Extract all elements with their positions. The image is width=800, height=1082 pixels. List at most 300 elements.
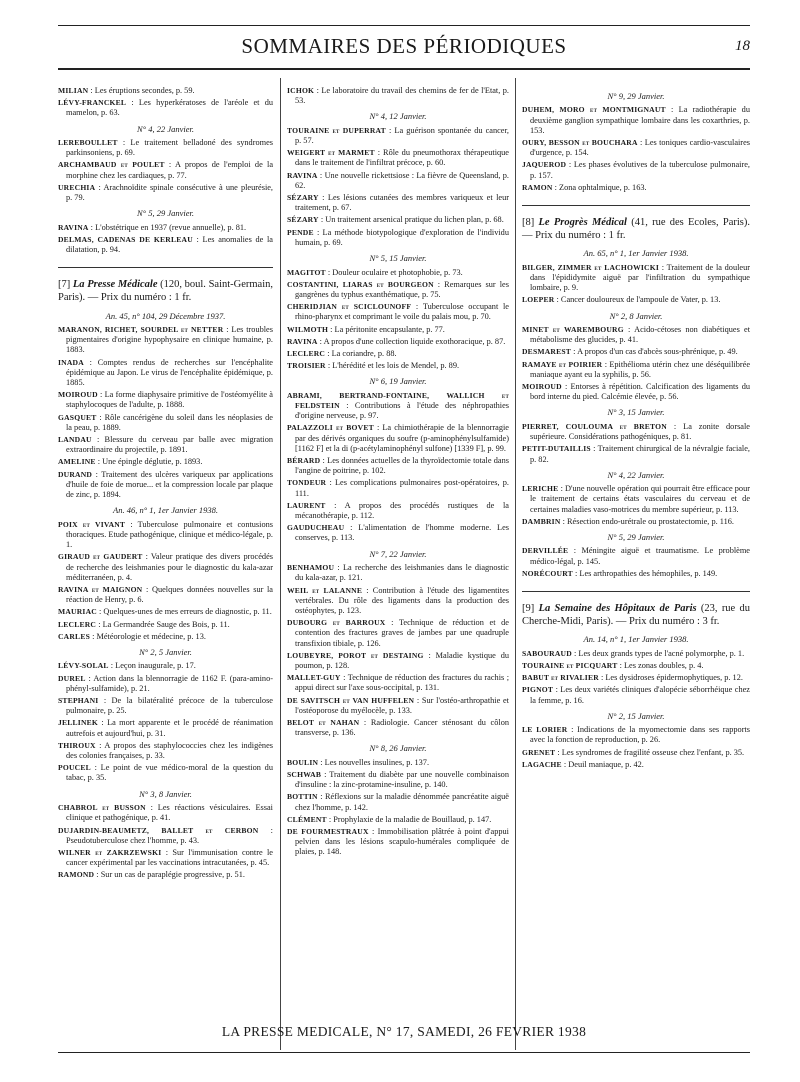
article-authors: OURY, BESSON et BOUCHARA <box>522 138 638 148</box>
separator: : <box>326 478 335 488</box>
article-entry <box>58 390 273 410</box>
separator: : <box>344 523 359 533</box>
article-authors: THIROUX <box>58 740 96 750</box>
article-entry <box>287 456 509 476</box>
article-entry <box>58 86 273 96</box>
article-authors: BENHAMOU <box>287 563 335 573</box>
article-entry <box>287 280 509 300</box>
article-title: De la bilatéralité précoce de la tuberculose pulmonaire, p. 25. <box>66 696 273 716</box>
article-entry <box>58 223 273 233</box>
separator: : <box>91 435 105 445</box>
article-entry <box>58 826 273 846</box>
article-entry <box>522 725 750 745</box>
separator: : <box>321 770 330 780</box>
article-authors: TOURAINE et DUPERRAT <box>287 125 386 135</box>
article-entry <box>287 815 509 825</box>
article-authors: LAURENT <box>287 500 326 510</box>
article-authors: NORÉCOURT <box>522 568 573 578</box>
article-title: Maladie kystique du poumon, p. 128. <box>295 650 509 670</box>
page-header <box>58 32 750 64</box>
journal-name: La Presse Médicale <box>72 279 158 291</box>
separator: : <box>98 696 112 706</box>
article-title: La recherche des leishmanies dans le diagnostic du kala-azar, p. 121. <box>295 563 509 583</box>
article-authors: SABOURAUD <box>522 648 572 658</box>
separator: : <box>325 361 333 371</box>
separator: : <box>617 660 624 670</box>
separator: : <box>90 631 97 641</box>
article-entry <box>287 349 509 359</box>
journal-name: La Semaine des Hôpitaux de Paris <box>538 603 697 615</box>
article-authors: MOIROUD <box>58 390 98 400</box>
separator: : <box>325 267 333 277</box>
article-title: Réflexions sur la maladie dénommée pancréatite aiguë chez l'homme, p. 142. <box>295 792 509 812</box>
article-authors: CHABROL et BUSSON <box>58 803 146 813</box>
article-entry <box>522 160 750 180</box>
separator: : <box>325 500 345 510</box>
article-entry <box>522 760 750 770</box>
article-entry <box>58 763 273 783</box>
separator: : <box>552 182 559 192</box>
separator: : <box>320 456 328 466</box>
article-authors: GRENET <box>522 747 556 757</box>
journal-address: (41, rue des Ecoles, Paris). — Prix du numéro : 1 fr. <box>522 217 751 242</box>
article-entry <box>287 792 509 812</box>
article-title: L'obstétrique en 1937 (revue annuelle), p. 81. <box>95 222 247 232</box>
article-authors: MAURIAC <box>58 607 97 617</box>
issue-heading: N° 2, 5 Janvier. <box>139 646 192 657</box>
separator: : <box>142 584 152 594</box>
article-title: Résection endo-urétrale ou prostatectomie, p. 116. <box>567 516 734 526</box>
article-entry <box>522 422 750 442</box>
article-entry <box>58 470 273 501</box>
separator: : <box>88 222 96 232</box>
issue-heading: N° 7, 22 Janvier. <box>369 548 427 559</box>
article-authors: DUJARDIN-BEAUMETZ, BALLET et CERBON <box>58 825 259 835</box>
article-title: Prophylaxie de la maladie de Bouillaud, p. 147. <box>333 814 492 824</box>
article-entry <box>58 870 273 880</box>
article-entry <box>287 501 509 521</box>
article-entry <box>522 382 750 402</box>
issue-heading: An. 46, n° 1, 1er Janvier 1938. <box>113 505 218 516</box>
journal-number: [7] <box>58 279 71 291</box>
article-title: Arachnoïdite spinale consécutive à une pleurésie, p. 79. <box>66 182 274 203</box>
article-entry <box>287 86 509 106</box>
separator: : <box>637 138 645 148</box>
separator: : <box>373 423 383 433</box>
issue-heading: N° 5, 29 Janvier. <box>137 208 194 219</box>
article-authors: BILGER, ZIMMER et LACHOWICKI <box>522 262 659 272</box>
separator: : <box>192 234 203 244</box>
journal-name: Le Progrès Médical <box>538 217 627 229</box>
article-entry <box>522 748 750 758</box>
article-title: Valeur pratique des divers procédés de recherche des leishmanies pour le diagnostic du kala-azar méditerranéen, p. 4. <box>66 552 273 582</box>
article-authors: SÉZARY <box>287 215 319 225</box>
article-authors: DURAND <box>58 469 93 479</box>
article-title: Pseudotuberculose chez l'homme, p. 43. <box>66 835 200 845</box>
article-entry <box>58 803 273 823</box>
article-entry <box>58 661 273 671</box>
article-title: Zona ophtalmique, p. 163. <box>559 182 647 192</box>
article-title: Contribution à l'étude des ligamentites vertébrales. Du rôle des ligaments dans la production des ostéophytes, p. 123. <box>295 585 509 615</box>
article-entry <box>58 435 273 455</box>
journal-number: [9] <box>522 603 535 615</box>
separator: : <box>164 160 176 170</box>
article-title: La Germandrée Sauge des Bois, p. 11. <box>102 619 230 629</box>
article-authors: TOURAINE et PICQUART <box>522 660 618 670</box>
article-entry <box>287 325 509 335</box>
article-title: Quelques données nouvelles sur la réaction de Henry, p. 6. <box>66 584 273 605</box>
article-title: Une nouvelle rickettsiose : La fièvre de Queensland, p. 62. <box>295 170 509 190</box>
separator: : <box>94 870 101 880</box>
article-title: Les toniques cardio-vasculaires d'urgence, p. 154. <box>530 138 750 158</box>
article-authors: PIERRET, COULOUMA et BRETON <box>522 421 667 431</box>
article-authors: MARANON, RICHET, SOURDEL et NETTER <box>58 325 224 335</box>
article-title: Les données actuelles de la thyroïdectomie totale dans l'angine de poitrine, p. 102. <box>295 456 509 476</box>
article-authors: RAMOND <box>58 870 95 880</box>
article-entry <box>58 520 273 551</box>
article-authors: GAUDUCHEAU <box>287 523 345 533</box>
issue-heading: N° 3, 8 Janvier. <box>139 788 192 799</box>
article-entry <box>58 183 273 203</box>
article-entry <box>58 674 273 694</box>
separator: : <box>258 825 273 835</box>
article-title: Le point de vue médico-moral de la question du tabac, p. 35. <box>66 763 273 783</box>
separator: : <box>108 661 116 671</box>
article-title: A propos des procédés rustiques de la mécanothérapie, p. 112. <box>295 500 509 521</box>
article-entry <box>287 770 509 790</box>
article-title: Quelques-unes de mes erreurs de diagnostic, p. 11. <box>103 607 272 617</box>
article-authors: CLÉMENT <box>287 814 327 824</box>
journal-address: (23, rue du Cherche-Midi, Paris). — Prix du numéro : 3 fr. <box>522 603 751 628</box>
article-title: Une épingle déglutie, p. 1893. <box>102 457 203 467</box>
article-entry <box>287 268 509 278</box>
article-title: L'hérédité et les lois de Mendel, p. 89. <box>332 361 460 371</box>
article-authors: MAGITOT <box>287 267 326 277</box>
article-title: La zonite dorsale supérieure. Considérations pathogéniques, p. 81. <box>530 421 750 442</box>
article-authors: LÉVY-SOLAL <box>58 661 109 671</box>
article-entry <box>522 685 750 705</box>
article-entry <box>58 325 273 356</box>
article-title: La guérison spontanée du cancer, p. 57. <box>295 125 509 146</box>
article-title: La coriandre, p. 88. <box>331 348 397 358</box>
article-entry <box>522 444 750 464</box>
article-title: Sur un cas de paraplégie progressive, p. 51. <box>100 870 245 880</box>
footer-rule <box>58 1052 750 1053</box>
article-authors: DUREL <box>58 673 86 683</box>
article-entry <box>522 138 750 158</box>
article-title: Météorologie et médecine, p. 13. <box>96 631 206 641</box>
issue-heading: N° 2, 15 Janvier. <box>607 710 665 721</box>
article-title: Les anomalies de la dilatation, p. 94. <box>66 234 273 255</box>
article-title: Les dysidroses épidermophytiques, p. 12. <box>605 673 743 683</box>
journal-heading <box>522 602 750 628</box>
article-authors: BOTTIN <box>287 792 318 802</box>
article-entry <box>58 632 273 642</box>
article-title: A propos de l'emploi de la morphine chez les cardiaques, p. 77. <box>66 160 274 180</box>
issue-heading: N° 6, 19 Janvier. <box>369 376 427 387</box>
article-entry <box>287 618 509 649</box>
article-authors: WILNER et ZAKRZEWSKI <box>58 847 162 857</box>
article-authors: RAVINA <box>58 222 89 232</box>
separator: : <box>98 718 108 728</box>
article-authors: LERICHE <box>522 484 559 494</box>
separator: : <box>555 747 562 757</box>
article-title: Les deux variétés cliniques d'alopécie séborrhéique chez la femme, p. 16. <box>530 685 750 705</box>
article-entry <box>58 607 273 617</box>
article-title: Le traitement belladoné des syndromes parkinsoniens, p. 69. <box>66 138 273 158</box>
article-entry <box>287 758 509 768</box>
article-entry <box>58 413 273 433</box>
article-authors: WEIGERT et MARMET <box>287 148 375 158</box>
article-authors: LÉVY-FRANCKEL <box>58 98 127 108</box>
article-title: Entorses à répétition. Calcification des ligaments du bord interne du pied. Calcémie élevée, p. 56. <box>530 382 750 402</box>
article-authors: LE LORIER <box>522 725 568 735</box>
article-entry <box>522 484 750 515</box>
article-entry <box>522 546 750 566</box>
issue-heading: N° 9, 29 Janvier. <box>607 91 665 101</box>
separator: : <box>96 607 104 617</box>
separator: : <box>317 792 326 802</box>
separator: : <box>96 619 103 629</box>
separator: : <box>666 421 684 431</box>
article-authors: ICHOK <box>287 86 315 95</box>
article-entry <box>522 360 750 380</box>
article-authors: WILMOTH <box>287 324 329 334</box>
journal-number: [8] <box>522 217 535 229</box>
separator: : <box>374 148 384 158</box>
article-entry <box>522 661 750 671</box>
article-entry <box>58 620 273 630</box>
separator: : <box>317 170 325 180</box>
article-authors: COSTANTINI, LIARAS et BOURGEON <box>287 279 434 289</box>
column-3 <box>522 86 750 772</box>
article-title: Les nouvelles insulines, p. 137. <box>324 757 430 767</box>
column-1 <box>58 86 273 883</box>
article-title: Traitement des ulcères variqueux par applications d'huile de foie de morue... et la compression locale par plaque de zinc, p. 1894. <box>66 469 273 500</box>
article-entry <box>287 478 509 498</box>
article-title: Les syndromes de fragilité osseuse chez l'enfant, p. 35. <box>561 747 745 757</box>
section-separator <box>522 205 750 206</box>
article-entry <box>58 98 273 118</box>
issue-heading: N° 4, 12 Janvier. <box>369 111 427 122</box>
article-title: Les deux grands types de l'acné polymorphe, p. 1. <box>578 648 745 658</box>
article-entry <box>287 391 509 422</box>
article-title: Les arthropathies des hémophiles, p. 149. <box>579 568 718 578</box>
article-authors: LAGACHE <box>522 759 562 769</box>
separator: : <box>571 648 579 658</box>
separator: : <box>318 193 328 203</box>
separator: : <box>554 295 561 305</box>
article-authors: INADA <box>58 357 84 367</box>
article-entry <box>522 649 750 659</box>
article-title: Méningite aiguë et traumatisme. Le problème médico-légal, p. 145. <box>530 546 750 566</box>
article-title: La chimiothérapie de la blennorragie par des dérivés organiques du soufre (p-aminophénylsulfamide) [1162 F] et la di (p-acétylaminophényl sulfone) [1339 F], p. 99. <box>295 423 509 453</box>
article-entry <box>58 848 273 868</box>
article-entry <box>58 552 273 583</box>
article-authors: GIRAUD et GAUDERT <box>58 552 143 562</box>
separator: : <box>325 348 332 358</box>
article-authors: MALLET-GUY <box>287 673 341 683</box>
article-entry <box>287 673 509 693</box>
article-entry <box>58 235 273 255</box>
article-entry <box>287 228 509 248</box>
article-entry <box>58 358 273 389</box>
article-entry <box>287 423 509 454</box>
separator: : <box>142 552 151 562</box>
article-authors: LECLERC <box>287 348 326 358</box>
article-title: Cancer douloureux de l'ampoule de Vater, p. 13. <box>560 295 721 305</box>
column-2 <box>287 86 509 860</box>
article-authors: DERVILLÉE <box>522 546 569 556</box>
article-title: Blessure du cerveau par balle avec migration extraordinaire du projectile, p. 1891. <box>66 435 273 455</box>
article-title: Les zonas doubles, p. 4. <box>623 660 704 670</box>
article-authors: LECLERC <box>58 619 97 629</box>
issue-heading: An. 14, n° 1, 1er Janvier 1938. <box>583 634 689 645</box>
separator: : <box>88 86 95 95</box>
article-authors: ABRAMI, BERTRAND-FONTAINE, WALLICH et FELDSTEIN <box>287 390 509 411</box>
article-title: Les hyperkératoses de l'aréole et du mamelon, p. 63. <box>66 98 273 118</box>
section-separator <box>522 591 750 592</box>
article-authors: DUBOURG et BARROUX <box>287 618 386 628</box>
separator: : <box>85 673 94 683</box>
separator: : <box>340 673 348 683</box>
separator: : <box>665 105 679 115</box>
article-entry <box>522 517 750 527</box>
issue-heading: N° 3, 15 Janvier. <box>607 407 665 418</box>
article-title: D'une nouvelle opération qui pourrait être efficace pour le traitement de certains états vasculaires du cerveau et de certaines maladies vaso-motrices du membre supérieur, p. 113. <box>530 484 750 514</box>
separator: : <box>318 757 325 767</box>
article-title: Sur l'immunisation contre le cancer expérimental par les vaccinations intracutanées, p. 45. <box>66 847 273 868</box>
article-title: Traitement du diabète par une nouvelle combinaison d'insuline : la zinc-protamine-insuline, p. 140. <box>295 770 509 790</box>
article-authors: RAMAYE et POIRIER <box>522 359 603 369</box>
article-title: Tuberculose occupant le rhino-pharynx et comprimant le voile du palais mou, p. 70. <box>295 302 509 322</box>
article-entry <box>287 827 509 858</box>
article-title: Les éruptions secondes, p. 59. <box>94 86 195 95</box>
article-authors: DE SAVITSCH et VAN HUFFELEN <box>287 695 415 705</box>
article-authors: LEREBOULLET <box>58 138 118 148</box>
separator: : <box>223 325 232 335</box>
article-entry <box>522 347 750 357</box>
journal-heading <box>522 216 750 242</box>
separator: : <box>561 382 571 392</box>
article-title: Leçon inaugurale, p. 17. <box>115 661 196 671</box>
article-title: La forme diaphysaire primitive de l'ostéomyélite à staphylocoques de l'adulte, p. 1888. <box>66 390 273 410</box>
article-title: Remarques sur les gangrènes du typhus exanthématique, p. 75. <box>295 279 509 299</box>
separator: : <box>590 444 598 454</box>
article-entry <box>58 138 273 158</box>
separator: : <box>126 98 139 108</box>
separator: : <box>145 803 158 813</box>
article-authors: AMELINE <box>58 457 96 467</box>
separator: : <box>411 302 423 312</box>
article-title: Les lésions cutanées des membres variqueux et leur traitement, p. 67. <box>295 193 509 213</box>
separator: : <box>362 585 373 595</box>
issue-heading: N° 5, 29 Janvier. <box>607 532 665 542</box>
issue-heading: An. 45, n° 104, 29 Décembre 1937. <box>105 310 226 321</box>
article-authors: TROISIER <box>287 361 326 371</box>
separator: : <box>561 759 569 769</box>
separator: : <box>96 412 105 422</box>
article-title: Comptes rendus de recherches sur l'encéphalite épidémique au Japon. Le virus de l'encéphalite épidémique, p. 1885. <box>66 357 273 388</box>
separator: : <box>568 546 582 556</box>
separator: : <box>95 457 103 467</box>
article-authors: DUHEM, MORO et MONTMIGNAUT <box>522 105 666 115</box>
article-authors: BABUT et RIVALIER <box>522 673 599 683</box>
section-separator <box>58 267 273 268</box>
article-authors: DE FOURMESTRAUX <box>287 827 369 837</box>
article-entry <box>287 651 509 671</box>
article-title: Tuberculose pulmonaire et contusions thoraciques. Etude pathogénique, clinique et médico-légale, p. 1. <box>66 519 273 550</box>
separator: : <box>95 182 104 192</box>
article-authors: LOEPER <box>522 295 555 305</box>
article-entry <box>58 585 273 605</box>
article-title: Les complications pulmonaires post-opératoires, p. 111. <box>295 478 509 498</box>
article-entry <box>58 160 273 180</box>
article-authors: STEPHANI <box>58 696 99 706</box>
article-entry <box>287 148 509 168</box>
article-entry <box>58 457 273 467</box>
article-entry <box>287 193 509 213</box>
separator: : <box>317 336 324 346</box>
separator: : <box>334 563 343 573</box>
article-entry <box>287 696 509 716</box>
article-entry <box>522 105 750 136</box>
article-title: Rôle du pneumothorax thérapeutique dans le traitement de l'infiltrat précoce, p. 60. <box>295 148 509 168</box>
issue-heading: An. 65, n° 1, 1er Janvier 1938. <box>583 248 689 259</box>
journal-heading <box>58 278 273 304</box>
article-authors: RAVINA <box>287 170 318 180</box>
separator: : <box>83 357 98 367</box>
article-entry <box>287 586 509 617</box>
article-authors: RAMON <box>522 182 553 192</box>
article-title: Epithélioma utérin chez une déséquilibrée maniaque ayant eu la syphilis, p. 56. <box>530 359 750 379</box>
article-authors: DAMBRIN <box>522 516 561 526</box>
article-entry <box>287 171 509 191</box>
article-authors: POIX et VIVANT <box>58 519 126 529</box>
article-entry <box>287 361 509 371</box>
article-title: La péritonite encapsulante, p. 77. <box>334 324 445 334</box>
article-authors: PETIT-DUTAILLIS <box>522 444 591 454</box>
page-title: SOMMAIRES DES PÉRIODIQUES <box>241 34 567 58</box>
article-entry <box>58 696 273 716</box>
separator: : <box>117 138 131 148</box>
article-entry <box>522 295 750 305</box>
article-entry <box>522 569 750 579</box>
article-title: Deuil maniaque, p. 42. <box>568 759 644 769</box>
page-number: 18 <box>735 38 750 54</box>
separator: : <box>95 740 105 750</box>
article-title: Action dans la blennorragie de 1162 F. (para-amino-phényl-sulfamide), p. 21. <box>66 673 273 693</box>
article-authors: BELOT et NAHAN <box>287 717 360 727</box>
article-entry <box>522 263 750 294</box>
article-authors: ARCHAMBAUD et POULET <box>58 160 165 170</box>
article-entry <box>287 302 509 322</box>
article-authors: PENDE <box>287 227 314 237</box>
article-title: Les réactions vésiculaires. Essai clinique et pathogénique, p. 41. <box>66 803 273 823</box>
separator: : <box>326 814 334 824</box>
separator: : <box>558 484 566 494</box>
article-entry <box>287 563 509 583</box>
article-authors: RAVINA <box>287 336 318 346</box>
article-authors: JAQUEROD <box>522 160 567 170</box>
issue-heading: N° 2, 8 Janvier. <box>609 310 663 321</box>
article-title: Le laboratoire du travail des chemins de fer de l'Etat, p. 53. <box>295 86 509 106</box>
article-title: A propos d'un cas d'abcès sous-phrénique, p. 49. <box>577 347 738 357</box>
article-authors: CHERIDJIAN et SCICLOUNOFF <box>287 302 412 312</box>
footer-title: LA PRESSE MEDICALE, N° 17, SAMEDI, 26 FEVRIER 1938 <box>221 1024 587 1039</box>
separator: : <box>90 763 101 773</box>
article-title: Contributions à l'étude des néphropathies d'origine nerveuse, p. 97. <box>295 401 509 421</box>
